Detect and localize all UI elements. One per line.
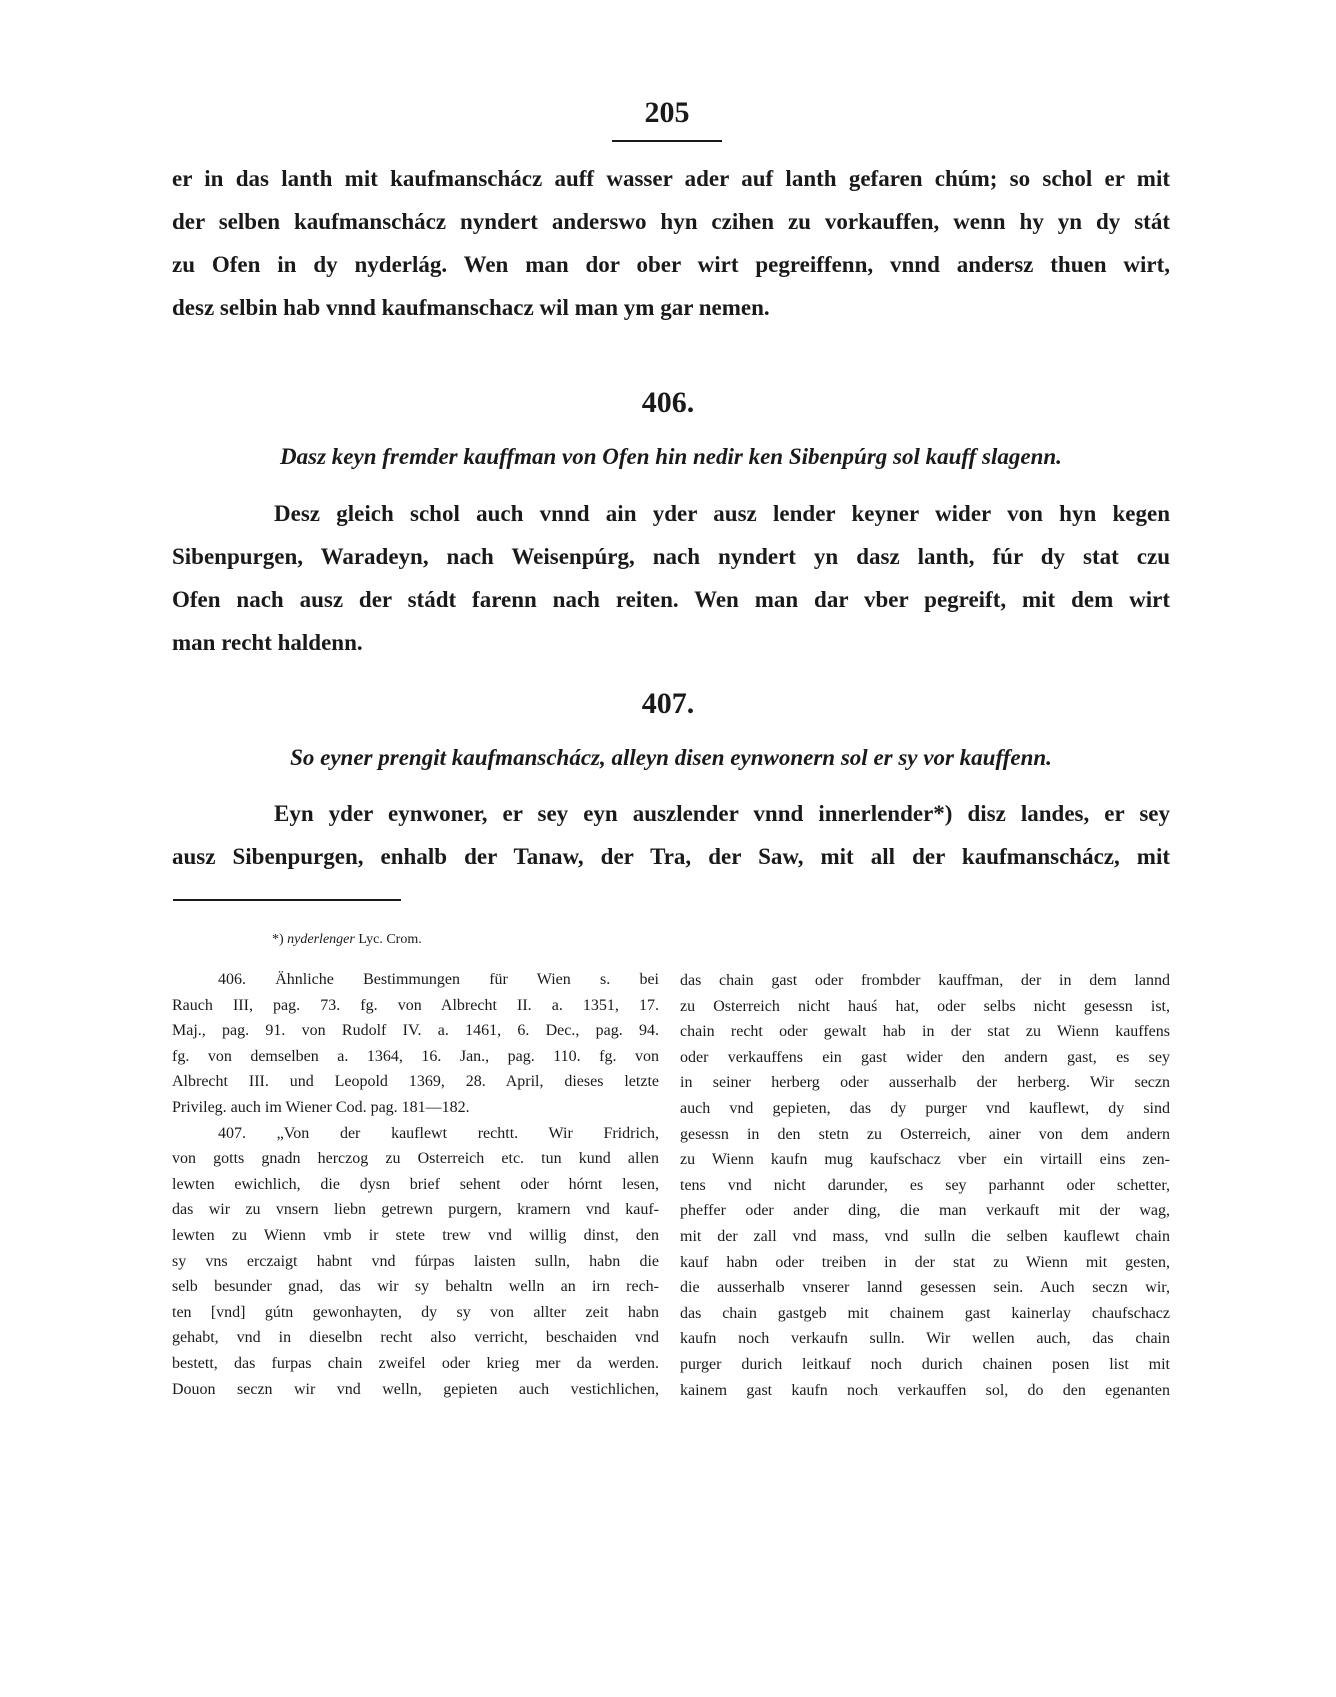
page-number-rule	[612, 140, 722, 142]
footnote-rule	[173, 899, 401, 901]
footnote-source: Lyc. Crom.	[358, 932, 422, 947]
note-line: oder verkauffens ein gast wider den andern gast, es sey	[680, 1048, 1170, 1066]
note-line: zu Osterreich nicht hauś hat, oder selbs nicht gesessn ist,	[680, 997, 1170, 1015]
text-line: Sibenpurgen, Waradeyn, nach Weisenpúrg, nach nyndert yn dasz lanth, fúr dy stat czu	[172, 544, 1170, 569]
text-line: man recht haldenn.	[172, 630, 363, 655]
note-line: auch vnd gepieten, das dy purger vnd kauflewt, dy sind	[680, 1099, 1170, 1117]
note-line: bestett, das furpas chain zweifel oder krieg mer da werden.	[172, 1354, 659, 1372]
text-line: Ofen nach ausz der stádt farenn nach reiten. Wen man dar vber pegreift, mit dem wirt	[172, 587, 1170, 612]
note-line: gehabt, vnd in dieselbn recht also verricht, beschaiden vnd	[172, 1329, 659, 1347]
note-line: das chain gastgeb mit chainem gast kainerlay chaufschacz	[680, 1304, 1170, 1322]
text-line: desz selbin hab vnnd kaufmanschacz wil man ym gar nemen.	[172, 295, 770, 320]
text-line: Desz gleich schol auch vnnd ain yder ausz lender keyner wider von hyn kegen	[274, 501, 1170, 526]
note-line: gesessn in den stetn zu Osterreich, ainer von dem andern	[680, 1125, 1170, 1143]
note-line: chain recht oder gewalt hab in der stat zu Wienn kauffens	[680, 1023, 1170, 1041]
section-407-title: So eyner prengit kaufmanschácz, alleyn disen eynwonern sol er sy vor kauffenn.	[290, 745, 1052, 770]
text-line: er in das lanth mit kaufmanschácz auff wasser ader auf lanth gefaren chúm; so schol er mit	[172, 166, 1170, 191]
note-line: kaufn noch verkaufn sulln. Wir wellen auch, das chain	[680, 1330, 1170, 1348]
section-406-number: 406.	[641, 386, 695, 419]
notes-right-column	[680, 968, 1170, 1403]
continuation-paragraph	[172, 157, 1170, 329]
note-line: die ausserhalb vnserer lannd gesessen sein. Auch seczn wir,	[680, 1279, 1170, 1297]
note-line: selb besunder gnad, das wir sy behaltn welln an irn rech-	[172, 1278, 659, 1296]
footnote-marker: *)	[272, 932, 284, 947]
text-line: Eyn yder eynwoner, er sey eyn auszlender vnnd innerlender*) disz landes, er sey	[274, 801, 1170, 826]
note-line: fg. von demselben a. 1364, 16. Jan., pag. 110. fg. von	[172, 1047, 659, 1065]
footnote-variant: nyderlenger	[287, 932, 355, 947]
note-line: ten [vnd] gútn gewonhayten, dy sy von allter zeit habn	[172, 1303, 659, 1321]
note-line: Maj., pag. 91. von Rudolf IV. a. 1461, 6. Dec., pag. 94.	[172, 1022, 659, 1040]
note-line: zu Wienn kaufn mug kaufschacz vber ein virtaill eins zen-	[680, 1151, 1170, 1169]
note-line: sy vns erczaigt habnt vnd fúrpas laisten sulln, habn die	[172, 1252, 659, 1270]
note-line: 407. „Von der kauflewt rechtt. Wir Fridrich,	[218, 1124, 659, 1142]
text-line: zu Ofen in dy nyderlág. Wen man dor ober wirt pegreiffenn, vnnd andersz thuen wirt,	[172, 252, 1170, 277]
note-line: kainem gast kaufn noch verkauffen sol, do den egenanten	[680, 1381, 1170, 1399]
note-line: das chain gast oder frombder kauffman, der in dem lannd	[680, 972, 1170, 989]
note-line: in seiner herberg oder ausserhalb der herberg. Wir seczn	[680, 1074, 1170, 1092]
note-line: Douon seczn wir vnd welln, gepieten auch vestichlichen,	[172, 1380, 659, 1398]
section-407-paragraph	[172, 792, 1170, 878]
footnote	[272, 932, 422, 948]
note-line: das wir zu vnsern liebn getrewn purgern, kramern vnd kauf-	[172, 1201, 659, 1219]
section-406-paragraph	[172, 492, 1170, 664]
note-line: kauf habn oder treiben in der stat zu Wienn mit gesten,	[680, 1253, 1170, 1271]
note-line: purger durich leitkauf noch durich chainen posen list mit	[680, 1355, 1170, 1373]
note-line: Albrecht III. und Leopold 1369, 28. April, dieses letzte	[172, 1073, 659, 1091]
note-line: tens vnd nicht darunder, es sey parhannt oder schetter,	[680, 1176, 1170, 1194]
note-line: Rauch III, pag. 73. fg. von Albrecht II. a. 1351, 17.	[172, 996, 659, 1014]
section-406-title: Dasz keyn fremder kauffman von Ofen hin nedir ken Sibenpúrg sol kauff slagenn.	[280, 444, 1062, 469]
note-line: pheffer oder ander ding, die man verkauft mit der wag,	[680, 1202, 1170, 1220]
note-line: lewten ewichlich, die dysn brief sehent oder hórnt lesen,	[172, 1175, 659, 1193]
note-line: von gotts gnadn herczog zu Osterreich etc. tun kund allen	[172, 1150, 659, 1168]
note-line: lewten zu Wienn vmb ir stete trew vnd willig dinst, den	[172, 1226, 659, 1244]
page-number: 205	[644, 96, 690, 129]
note-line: 406. Ähnliche Bestimmungen für Wien s. bei	[218, 971, 659, 988]
text-line: der selben kaufmanschácz nyndert anderswo hyn czihen zu vorkauffen, wenn hy yn dy stát	[172, 209, 1170, 234]
note-line: mit der zall vnd mass, vnd sulln die selben kauflewt chain	[680, 1227, 1170, 1245]
note-line: Privileg. auch im Wiener Cod. pag. 181—182.	[172, 1098, 470, 1116]
text-line: ausz Sibenpurgen, enhalb der Tanaw, der Tra, der Saw, mit all der kaufmanschácz, mit	[172, 844, 1170, 869]
notes-left-column	[172, 967, 659, 1402]
section-407-number: 407.	[641, 687, 695, 720]
